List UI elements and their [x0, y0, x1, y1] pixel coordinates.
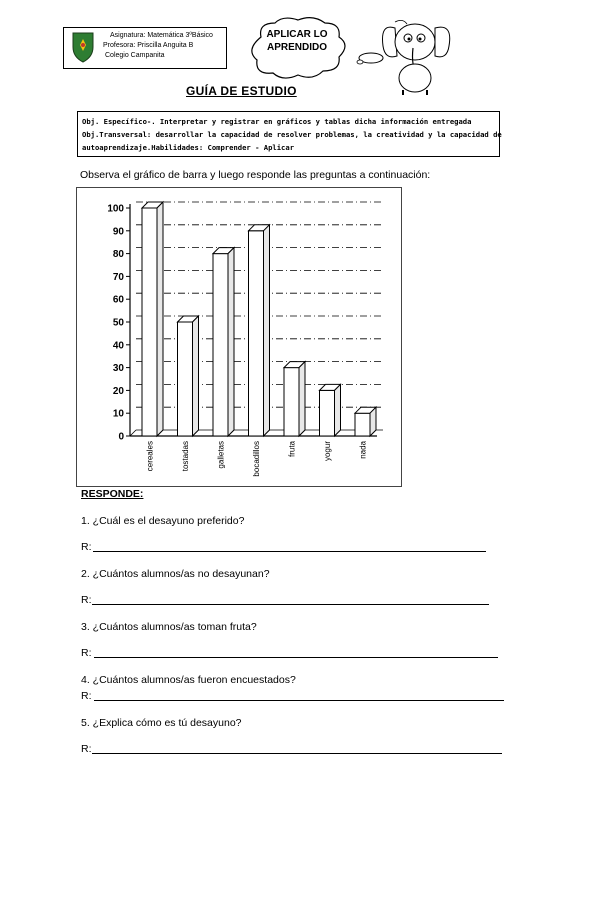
y-tick-label: 20: [112, 385, 124, 397]
header-school: Colegio Campanita: [105, 52, 165, 59]
objective-transversal: Obj.Transversal: desarrollar la capacidad de resolver problemas, la creatividad y la capacidad de: [82, 130, 502, 139]
bar: [355, 413, 370, 436]
answer-label-4: R:: [81, 690, 92, 702]
cloud-line-1: APLICAR LO: [266, 29, 328, 40]
y-tick-label: 100: [107, 203, 124, 215]
bar-side: [264, 225, 270, 436]
header-teacher: Profesora: Priscilla Anguita B: [103, 42, 194, 49]
bar-side: [157, 202, 163, 436]
bar: [249, 231, 264, 436]
responde-heading: RESPONDE:: [81, 488, 144, 500]
chart-frame: [76, 187, 402, 487]
question-4: 4. ¿Cuántos alumnos/as fueron encuestados?: [81, 674, 296, 686]
y-tick-label: 80: [112, 249, 124, 261]
objective-specific: Obj. Específico-. Interpretar y registrar en gráficos y tablas dicha información entregada: [82, 117, 472, 126]
question-2: 2. ¿Cuántos alumnos/as no desayunan?: [81, 568, 270, 580]
y-tick-label: 60: [112, 294, 124, 306]
objectives-box: [77, 111, 500, 157]
category-label: nada: [358, 441, 368, 459]
bar-chart: [77, 188, 401, 486]
category-label: fruta: [287, 441, 297, 458]
answer-line-4[interactable]: [94, 700, 504, 701]
answer-line-2[interactable]: [92, 604, 489, 605]
cloud-text: [252, 28, 342, 54]
y-tick-label: 10: [112, 408, 124, 420]
y-tick-label: 30: [112, 363, 124, 375]
bar: [320, 390, 335, 436]
answer-line-3[interactable]: [94, 657, 498, 658]
page-title: GUÍA DE ESTUDIO: [186, 84, 297, 98]
bar-side: [193, 316, 199, 436]
question-1: 1. ¿Cuál es el desayuno preferido?: [81, 515, 245, 527]
category-label: cereales: [145, 441, 155, 472]
header-subject: Asignatura: Matemática 3ºBásico: [110, 32, 213, 39]
school-crest-icon: [71, 31, 95, 65]
answer-label-3: R:: [81, 647, 92, 659]
y-tick-label: 40: [112, 340, 124, 352]
question-5: 5. ¿Explica cómo es tú desayuno?: [81, 717, 242, 729]
bar: [142, 208, 157, 436]
y-tick-label: 70: [112, 271, 124, 283]
axis-depth: [130, 430, 136, 436]
bar: [213, 254, 228, 436]
category-label: tostadas: [181, 441, 190, 472]
answer-label-1: R:: [81, 541, 92, 553]
cloud-line-2: APRENDIDO: [266, 42, 327, 53]
answer-label-5: R:: [81, 743, 92, 755]
category-label: bocadillos: [252, 441, 261, 477]
intro-text: Observa el gráfico de barra y luego responde las preguntas a continuación:: [80, 169, 431, 181]
bar: [178, 322, 193, 436]
elephant-illustration: [355, 18, 459, 96]
header-box: [63, 27, 227, 69]
bar-side: [335, 384, 341, 436]
category-label: yogur: [323, 441, 332, 462]
category-label: galletas: [216, 441, 226, 469]
y-tick-label: 50: [112, 317, 124, 329]
answer-line-1[interactable]: [93, 551, 486, 552]
bar-side: [299, 362, 305, 436]
bar: [284, 368, 299, 436]
objective-skills: autoaprendizaje.Habilidades: Comprender - Aplicar: [82, 143, 295, 152]
question-3: 3. ¿Cuántos alumnos/as toman fruta?: [81, 621, 257, 633]
answer-line-5[interactable]: [92, 753, 502, 754]
y-tick-label: 90: [112, 226, 124, 238]
y-tick-label: 0: [118, 431, 124, 443]
bar-side: [228, 248, 234, 436]
answer-label-2: R:: [81, 594, 92, 606]
